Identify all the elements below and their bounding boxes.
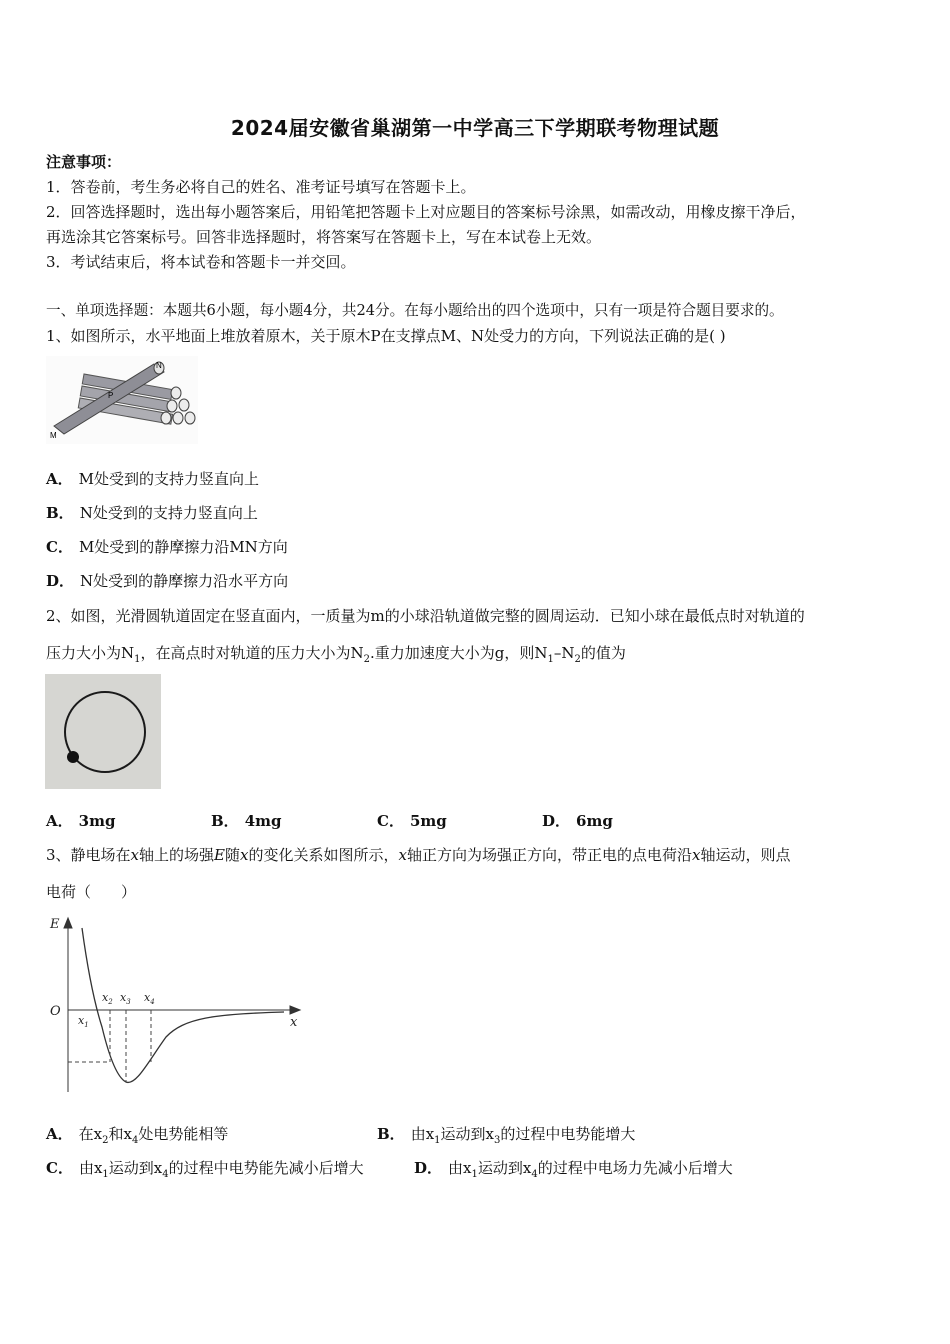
x3-label: $x_3$ <box>120 991 131 1006</box>
q1-option-a-text: M处受到的支持力竖直向上 <box>78 470 260 488</box>
x-axis-label: x <box>290 1015 298 1030</box>
q2-circle-track-figure <box>45 674 161 789</box>
q3-option-c[interactable]: C． 由$x_1$运动到$x_4$的过程中电势能先减小后增大 <box>46 1159 364 1180</box>
q1-option-a[interactable] <box>46 469 259 489</box>
q3-stem-line1: 3、静电场在x轴上的场强E随x的变化关系如图所示，x轴正方向为场强正方向，带正电的点电荷沿x轴运动，则点 <box>46 846 791 864</box>
page-title: 2024届安徽省巢湖第一中学高三下学期联考物理试题 <box>230 116 720 140</box>
q3-option-a[interactable]: A． 在$x_2$和$x_4$处电势能相等 <box>46 1125 229 1146</box>
q1-option-a-label: A． <box>46 470 73 488</box>
q1-option-b-text: N处受到的支持力竖直向上 <box>79 504 258 522</box>
e-axis-label: E <box>50 917 60 932</box>
q1-logs-figure <box>46 356 198 444</box>
q1-option-c[interactable] <box>46 537 288 557</box>
section-heading: 一、单项选择题：本题共6小题，每小题4分，共24分。在每小题给出的四个选项中，只有一项是符合题目要求的。 <box>46 302 784 319</box>
q1-option-d-text: N处受到的静摩擦力沿水平方向 <box>80 572 289 590</box>
q3-option-d[interactable]: D． 由$x_1$运动到$x_4$的过程中电场力先减小后增大 <box>414 1159 733 1180</box>
q2-stem-line2: 压力大小为$N_1$，在高点时对轨道的压力大小为$N_2$.重力加速度大小为g，则$N_1-N_2$的值为 <box>46 644 626 665</box>
q1-option-c-text: M处受到的静摩擦力沿MN方向 <box>78 538 288 556</box>
notice-item-2: 2．回答选择题时，选出每小题答案后，用铅笔把答题卡上对应题目的答案标号涂黑，如需改动，用橡皮擦干净后， <box>46 203 806 221</box>
notice-heading: 注意事项： <box>46 153 122 171</box>
q2-option-a[interactable]: A． 3mg <box>46 812 116 830</box>
x-axis-arrow <box>290 1006 300 1014</box>
q2-option-d[interactable]: D． 6mg <box>542 812 613 830</box>
q3-e-x-graph <box>44 912 306 1097</box>
label-m: M <box>50 431 57 440</box>
x1-label: $x_1$ <box>78 1014 89 1029</box>
label-n: N <box>156 361 162 370</box>
q1-option-b[interactable] <box>46 503 258 523</box>
notice-item-1: 1．答卷前，考生务必将自己的姓名、准考证号填写在答题卡上。 <box>46 178 476 196</box>
q1-stem: 1、如图所示，水平地面上堆放着原木，关于原木P在支撑点M、N处受力的方向，下列说法正确的是( ) <box>46 327 726 345</box>
q1-option-b-label: B． <box>46 504 74 522</box>
notice-item-3: 3．考试结束后，将本试卷和答题卡一并交回。 <box>46 253 356 271</box>
q1-option-d-label: D． <box>46 572 75 590</box>
origin-label: O <box>50 1004 61 1019</box>
q2-option-b[interactable]: B． 4mg <box>211 812 282 830</box>
ball <box>67 751 79 763</box>
x2-label: $x_2$ <box>102 991 113 1006</box>
q3-stem-line2: 电荷（ ） <box>46 883 137 901</box>
x4-label: $x_4$ <box>144 991 155 1006</box>
q1-option-c-label: C． <box>46 538 73 556</box>
q3-option-b[interactable]: B． 由$x_1$运动到$x_3$的过程中电势能增大 <box>377 1125 636 1146</box>
q1-option-d[interactable] <box>46 571 288 591</box>
notice-item-2-cont: 再选涂其它答案标号。回答非选择题时，将答案写在答题卡上，写在本试卷上无效。 <box>46 228 602 246</box>
e-axis-arrow <box>64 918 72 928</box>
q2-stem-line1: 2、如图，光滑圆轨道固定在竖直面内，一质量为m的小球沿轨道做完整的圆周运动．已知小球在最低点时对轨道的 <box>46 607 805 625</box>
q2-option-c[interactable]: C． 5mg <box>377 812 447 830</box>
label-p: P <box>108 391 114 400</box>
